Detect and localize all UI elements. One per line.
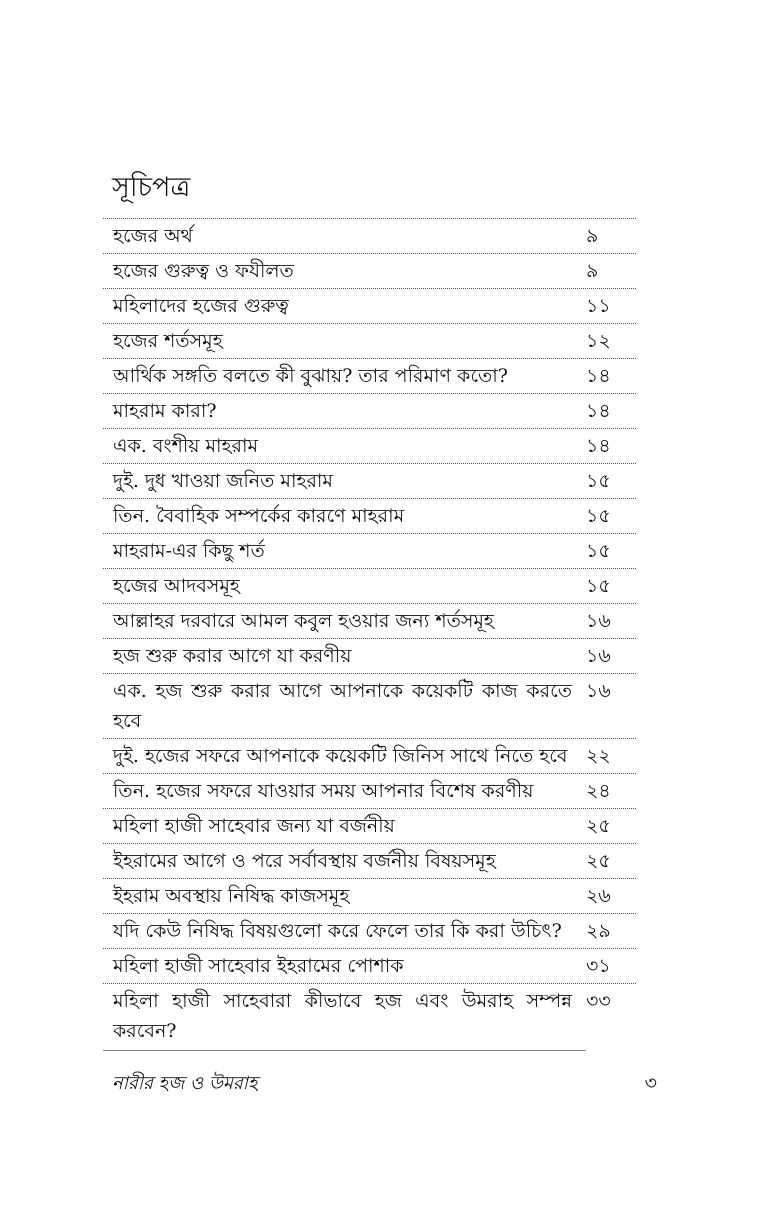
toc-entry-page: ৯: [586, 260, 599, 282]
toc-entry-title: তিন. বৈবাহিক সম্পর্কের কারণে মাহরাম: [113, 505, 405, 527]
toc-entry-title: হজের শর্তসমূহ: [113, 330, 223, 352]
toc-entry[interactable]: [103, 914, 636, 949]
toc-entry[interactable]: [103, 674, 636, 739]
toc-entry-title: মহিলা হাজী সাহেবার জন্য যা বর্জনীয়: [113, 815, 395, 837]
toc-entry-page: ১৫: [586, 540, 611, 562]
toc-entry-title: মাহরাম কারা?: [113, 400, 217, 422]
toc-entry-title: হজের গুরুত্ব ও ফযীলত: [113, 260, 294, 282]
toc-entry-title: এক. বংশীয় মাহরাম: [113, 435, 259, 457]
toc-entry-title: হজের অর্থ: [113, 225, 193, 247]
toc-entry-title: ইহরামের আগে ও পরে সর্বাবস্থায় বর্জনীয় বিষয়সমূহ: [113, 850, 496, 872]
toc-entry-page: ২৫: [586, 850, 611, 872]
toc-entry-title: মহিলাদের হজের গুরুত্ব: [113, 295, 289, 317]
toc-entry-title: মাহরাম-এর কিছু শর্ত: [113, 540, 265, 562]
toc-entry[interactable]: [103, 949, 636, 984]
toc-entry-title: যদি কেউ নিষিদ্ধ বিষয়গুলো করে ফেলে তার কি করা উচিৎ?: [113, 920, 562, 942]
toc-entry[interactable]: [103, 254, 636, 289]
toc-entry-title: দুই. হজের সফরে আপনাকে কয়েকটি জিনিস সাথে নিতে হবে: [113, 745, 568, 767]
toc-entry-page: ২৫: [586, 815, 611, 837]
toc-entry-title: হজের আদবসমূহ: [113, 575, 240, 597]
toc-entry-page: ৩৩: [586, 990, 611, 1012]
toc-entry-title: আর্থিক সঙ্গতি বলতে কী বুঝায়? তার পরিমাণ কতো?: [113, 365, 508, 387]
toc-entry-page: ১৫: [586, 575, 611, 597]
page-number: ৩: [644, 1072, 657, 1094]
toc-entry-title: দুই. দুধ খাওয়া জনিত মাহরাম: [113, 470, 333, 492]
toc-entry-title: হজ শুরু করার আগে যা করণীয়: [113, 645, 352, 667]
toc-entry[interactable]: [103, 739, 636, 774]
toc-entry[interactable]: [103, 534, 636, 569]
toc-entry-title: ইহরাম অবস্থায় নিষিদ্ধ কাজসমূহ: [113, 885, 350, 907]
toc-entry[interactable]: [103, 289, 636, 324]
toc-entry-title: তিন. হজের সফরে যাওয়ার সময় আপনার বিশেষ করণীয়: [113, 780, 534, 802]
toc-entry-page: ২২: [586, 745, 611, 767]
toc-entry[interactable]: [103, 774, 636, 809]
toc-entry-page: ১৪: [586, 365, 611, 387]
divider: [103, 1050, 586, 1051]
page-footer: [103, 1069, 657, 1098]
toc-entry-page: ১৪: [586, 435, 611, 457]
table-of-contents: [103, 218, 636, 1048]
page-title: সূচিপত্র: [112, 172, 191, 203]
running-footer-title: নারীর হজ ও উমরাহ: [112, 1073, 258, 1094]
toc-entry-page: ১৫: [586, 505, 611, 527]
toc-entry[interactable]: [103, 359, 636, 394]
toc-entry-page: ৯: [586, 225, 599, 247]
toc-entry[interactable]: [103, 639, 636, 674]
toc-entry[interactable]: [103, 464, 636, 499]
toc-entry[interactable]: [103, 844, 636, 879]
toc-entry[interactable]: [103, 394, 636, 429]
toc-entry[interactable]: [103, 219, 636, 254]
toc-entry[interactable]: [103, 569, 636, 604]
toc-entry-title: এক. হজ শুরু করার আগে আপনাকে কয়েকটি কাজ করতে হবে: [113, 680, 572, 732]
toc-entry-page: ১১: [586, 295, 611, 317]
toc-entry-title: মহিলা হাজী সাহেবারা কীভাবে হজ এবং উমরাহ সম্পন্ন করবেন?: [113, 990, 572, 1042]
toc-entry-page: ২৯: [586, 920, 611, 942]
toc-entry[interactable]: [103, 499, 636, 534]
toc-entry[interactable]: [103, 604, 636, 639]
toc-entry-title: মহিলা হাজী সাহেবার ইহরামের পোশাক: [113, 955, 404, 977]
toc-entry-page: ৩১: [586, 955, 611, 977]
toc-entry-page: ১৬: [586, 680, 611, 702]
toc-entry-page: ১২: [586, 330, 611, 352]
toc-entry-page: ২৬: [586, 885, 611, 907]
toc-entry[interactable]: [103, 324, 636, 359]
toc-entry-page: ১৫: [586, 470, 611, 492]
toc-entry[interactable]: [103, 429, 636, 464]
toc-entry-page: ১৬: [586, 645, 611, 667]
toc-entry-page: ১৪: [586, 400, 611, 422]
toc-entry-page: ২৪: [586, 780, 611, 802]
toc-entry[interactable]: [103, 809, 636, 844]
toc-entry-title: আল্লাহর দরবারে আমল কবুল হওয়ার জন্য শর্তসমূহ: [113, 610, 494, 632]
toc-entry[interactable]: [103, 879, 636, 914]
toc-entry-page: ১৬: [586, 610, 611, 632]
toc-entry[interactable]: [103, 984, 636, 1048]
